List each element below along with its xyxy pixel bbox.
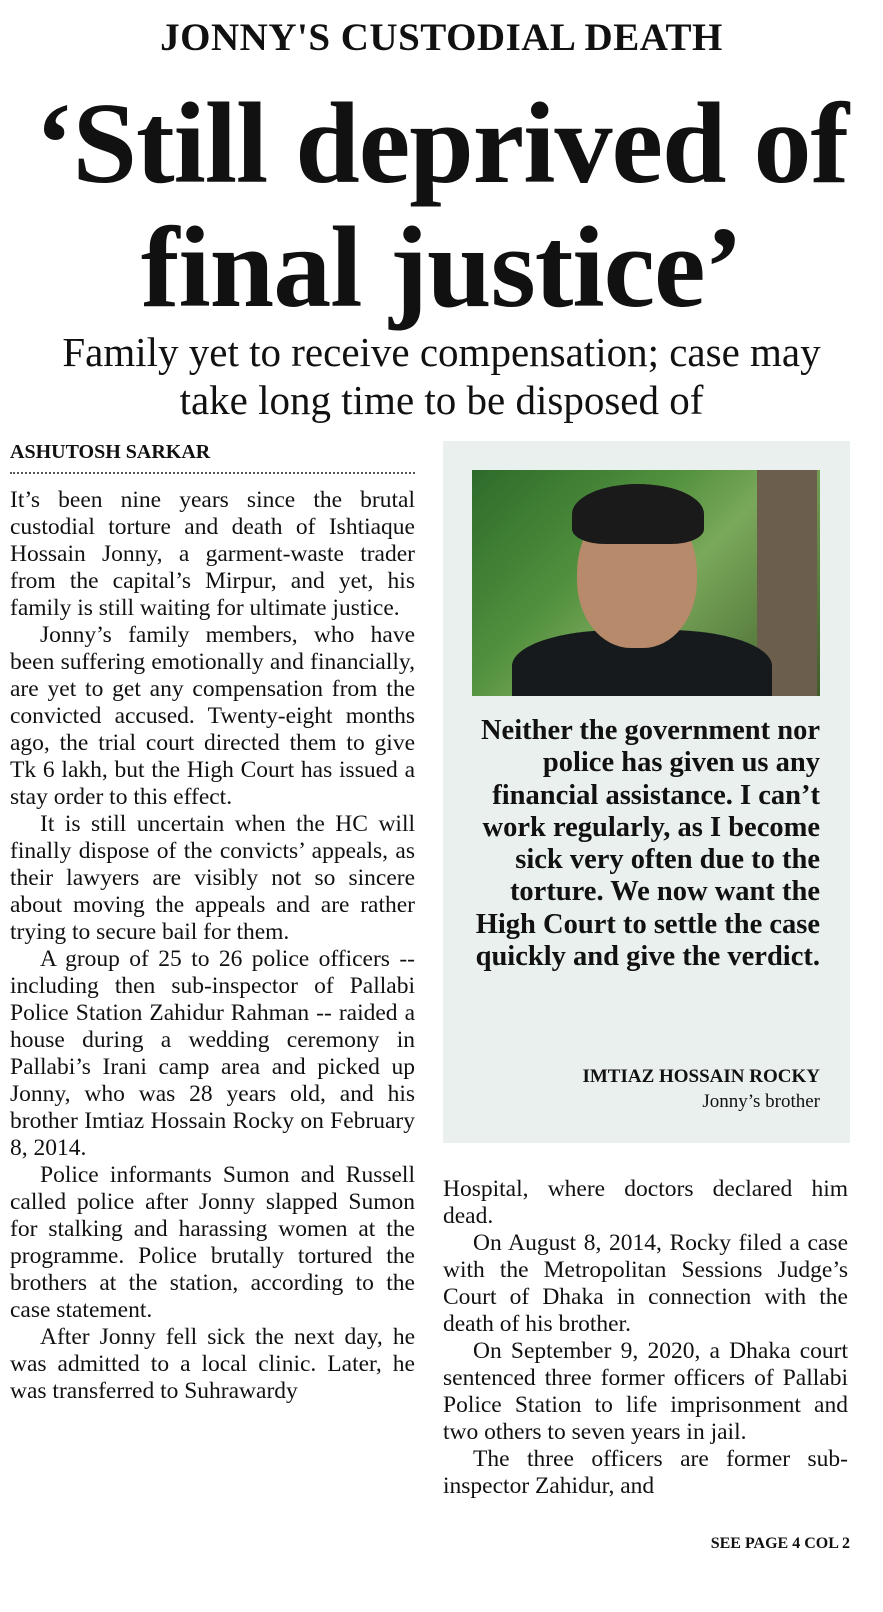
paragraph: On August 8, 2014, Rocky filed a case with the Metropolitan Sessions Judge’s Court of Dhaka in connection with the death of his brother. (443, 1230, 848, 1337)
byline: ASHUTOSH SARKAR (10, 441, 211, 463)
pull-quote-box (443, 441, 850, 1143)
headline: ‘Still deprived of final justice’ (34, 80, 849, 332)
pull-quote: Neither the government nor police has given us any financial assistance. I can’t work regularly, as I become sick very often due to the torture. We now want the High Court to settle the case quickly and give the verdict. (475, 715, 820, 973)
article-column-left (10, 487, 415, 1405)
paragraph: Police informants Sumon and Russell called police after Jonny slapped Sumon for stalking and harassing women at the programme. Police brutally tortured the brothers at the station, according to the case statement. (10, 1162, 415, 1323)
portrait-photo (472, 470, 820, 696)
paragraph: Hospital, where doctors declared him dead. (443, 1176, 848, 1229)
paragraph: It’s been nine years since the brutal custodial torture and death of Ishtiaque Hossain Jonny, a garment-waste trader from the capital’s Mirpur, and yet, his family is still waiting for ultimate justice. (10, 487, 415, 621)
paragraph: On September 9, 2020, a Dhaka court sentenced three former officers of Pallabi Police Station to life imprisonment and two others to seven years in jail. (443, 1338, 848, 1445)
byline-divider (10, 472, 415, 474)
paragraph: Jonny’s family members, who have been suffering emotionally and financially, are yet to get any compensation from the convicted accused. Twenty-eight months ago, the trial court directed them to give Tk 6 lakh, but the High Court has issued a stay order to this effect. (10, 622, 415, 810)
paragraph: It is still uncertain when the HC will finally dispose of the convicts’ appeals, as their lawyers are visibly not so sincere about moving the appeals and are rather trying to secure bail for them. (10, 811, 415, 945)
jump-line[interactable]: SEE PAGE 4 COL 2 (710, 1535, 850, 1552)
article-column-right (443, 1176, 848, 1500)
quote-attribution-role: Jonny’s brother (702, 1091, 820, 1112)
paragraph: The three officers are former sub-inspector Zahidur, and (443, 1446, 848, 1499)
paragraph: After Jonny fell sick the next day, he was admitted to a local clinic. Later, he was transferred to Suhrawardy (10, 1324, 415, 1404)
quote-attribution-name: IMTIAZ HOSSAIN ROCKY (582, 1066, 820, 1087)
paragraph: A group of 25 to 26 police officers -- including then sub-inspector of Pallabi Police Station Zahidur Rahman -- raided a house during a wedding ceremony in Pallabi’s Irani camp area and picked up Jonny, who was 28 years old, and his brother Imtiaz Hossain Rocky on February 8, 2014. (10, 946, 415, 1161)
kicker: JONNY'S CUSTODIAL DEATH (160, 16, 723, 59)
deck: Family yet to receive compensation; case may take long time to be disposed of (62, 329, 821, 423)
